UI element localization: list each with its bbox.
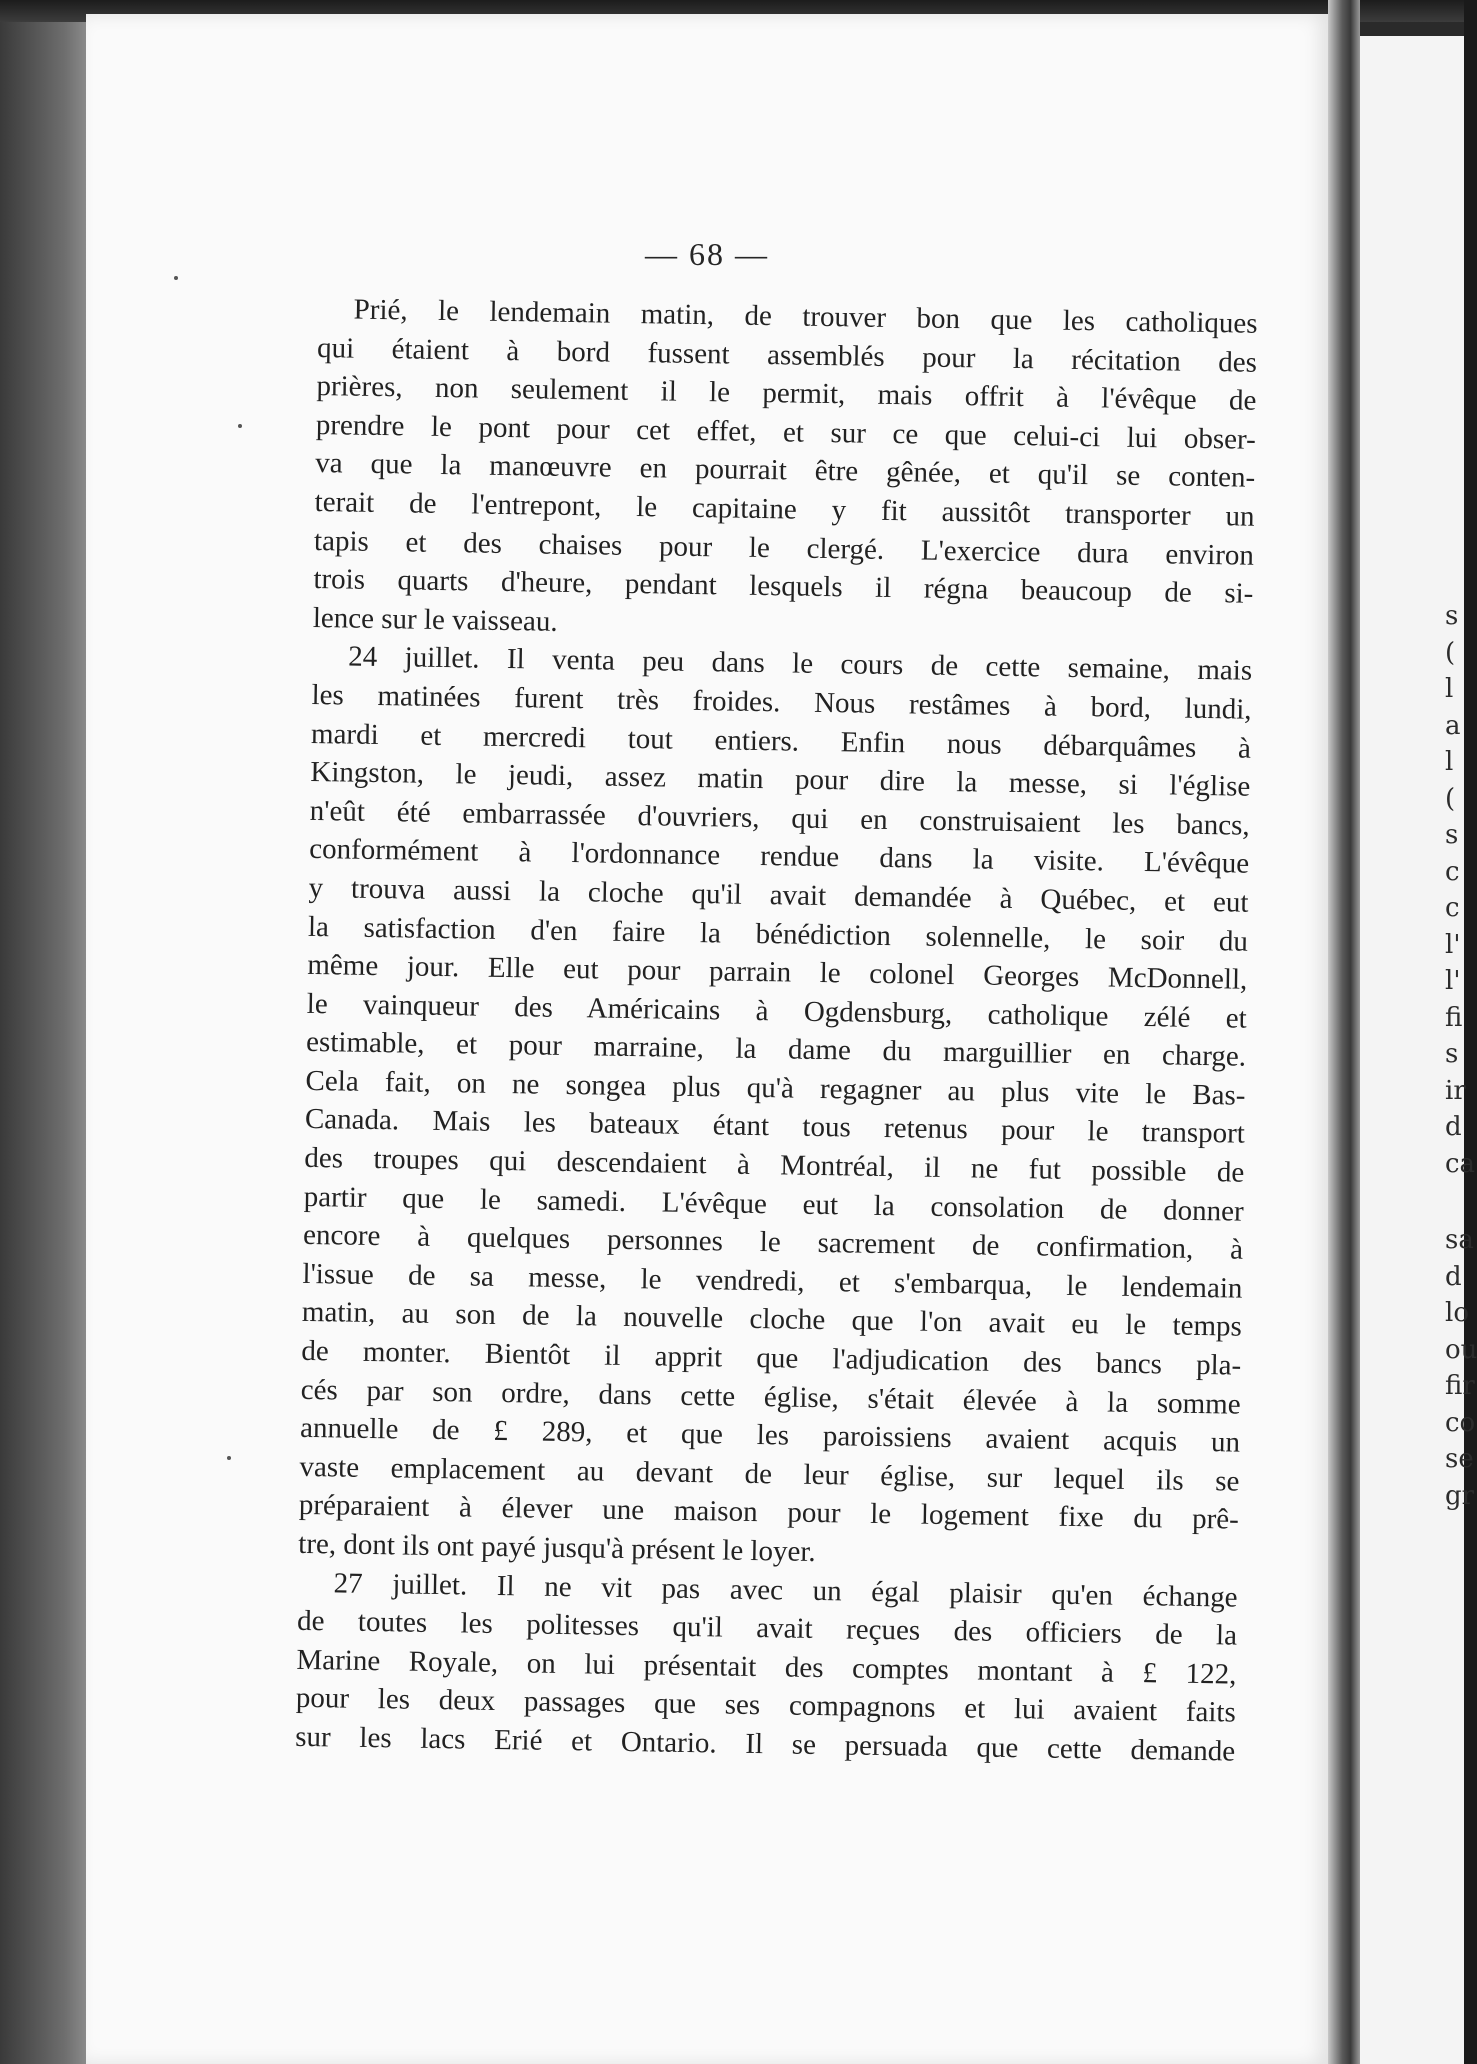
facing-page-fragment: ( [1445, 637, 1456, 668]
text-line: cés par son ordre, dans cette église, s'était élevée à la somme [300, 1373, 1241, 1421]
text-line: trois quarts d'heure, pendant lesquels il régna beaucoup de si- [313, 563, 1254, 610]
text-line: 27 juillet. Il ne vit pas avec un égal plaisir qu'en échange [333, 1567, 1238, 1614]
scanner-bed-edge [0, 0, 86, 2064]
text-line: prières, non seulement il le permit, mais offrit à l'évêque de [316, 370, 1257, 417]
facing-page-fragment: ca [1445, 1148, 1476, 1179]
book-gutter [1328, 0, 1360, 2064]
facing-page-fragment: ou [1445, 1334, 1477, 1365]
text-line: prendre le pont pour cet effet, et sur ce que celui-ci lui obser- [315, 408, 1257, 456]
text-line: l'issue de sa messe, le vendredi, et s'embarqua, le lendemain [302, 1257, 1243, 1305]
facing-page-fragment: s [1445, 1039, 1459, 1069]
text-line: conformément à l'ordonnance rendue dans la visite. L'évêque [308, 833, 1250, 881]
facing-page-fragment: sa [1445, 1225, 1474, 1255]
facing-page-fragment: ir [1445, 1075, 1466, 1106]
facing-page-fragment: gr [1445, 1480, 1475, 1511]
text-line: lence sur le vaisseau. [312, 601, 558, 638]
facing-page-fragment: s [1445, 820, 1459, 850]
text-line: les matinées furent très froides. Nous restâmes à bord, lundi, [311, 678, 1252, 726]
facing-page-fragment: lo [1445, 1298, 1469, 1328]
ink-speck [238, 424, 242, 428]
facing-page-fragment: fir [1445, 1371, 1475, 1401]
facing-page-fragment: l [1445, 674, 1454, 704]
facing-page-fragment: d [1445, 1112, 1462, 1142]
facing-page-fragment: ( [1445, 783, 1456, 814]
text-line: de toutes les politesses qu'il avait reçues des officiers de la [296, 1605, 1238, 1652]
text-line: terait de l'entrepont, le capitaine y fit aussitôt transporter un [314, 485, 1255, 533]
text-line: le vainqueur des Américains à Ogdensburg, catholique zélé et [306, 987, 1247, 1035]
facing-page [1360, 36, 1477, 2064]
text-line: partir que le samedi. L'évêque eut la consolation de donner [303, 1180, 1244, 1228]
text-line: matin, au son de la nouvelle cloche que l'on avait eu le temps [301, 1296, 1243, 1344]
facing-page-fragment: l' [1445, 966, 1461, 996]
book-page [86, 14, 1328, 2064]
page-number: — 68 — [645, 236, 769, 272]
text-line: encore à quelques personnes le sacrement de confirmation, à [302, 1219, 1244, 1266]
facing-page-fragment: c [1445, 856, 1460, 887]
facing-page-fragment: s [1445, 601, 1459, 631]
text-line: 24 juillet. Il venta peu dans le cours de cette semaine, mais [347, 640, 1253, 688]
facing-page-fragment: l [1445, 747, 1454, 777]
text-line: préparaient à élever une maison pour le logement fixe du prê- [298, 1489, 1240, 1537]
text-line: Canada. Mais les bateaux étant tous retenus pour le transport [304, 1103, 1246, 1151]
text-line: qui étaient à bord fussent assemblés pour la récitation des [316, 331, 1258, 379]
text-line: mardi et mercredi tout entiers. Enfin nous débarquâmes à [310, 717, 1252, 765]
facing-page-fragment: a [1445, 710, 1461, 741]
text-line: Kingston, le jeudi, assez matin pour dire la messe, si l'église [310, 756, 1251, 803]
text-line: Cela fait, on ne songea plus qu'à regagner au plus vite le Bas- [305, 1064, 1246, 1112]
text-line: Marine Royale, on lui présentait des comptes montant à £ 122, [296, 1643, 1237, 1691]
text-line: annuelle de £ 289, et que les paroissiens avaient acquis un [299, 1412, 1241, 1459]
text-line: de monter. Bientôt il apprit que l'adjudication des bancs pla- [301, 1334, 1242, 1382]
text-line: même jour. Elle eut pour parrain le colonel Georges McDonnell, [307, 949, 1248, 996]
text-line: pour les deux passages que ses compagnons et lui avaient faits [295, 1682, 1237, 1729]
facing-page-fragment: co [1445, 1407, 1476, 1438]
facing-page-fragment: d [1445, 1261, 1462, 1292]
ink-speck [227, 1456, 231, 1460]
text-line: la satisfaction d'en faire la bénédiction solennelle, le soir du [307, 910, 1249, 958]
text-line: vaste emplacement au devant de leur église, sur lequel ils se [299, 1450, 1240, 1498]
text-line: des troupes qui descendaient à Montréal, il ne fut possible de [304, 1141, 1245, 1189]
text-line: tapis et des chaises pour le clergé. L'exercice dura environ [313, 524, 1255, 572]
ink-speck [174, 276, 178, 280]
text-line: estimable, et pour marraine, la dame du marguillier en charge. [305, 1026, 1247, 1073]
page-text [295, 290, 1258, 1771]
facing-page-fragment: se [1445, 1444, 1474, 1474]
text-line: tre, dont ils ont payé jusqu'à présent le loyer. [298, 1527, 816, 1568]
text-line: Prié, le lendemain matin, de trouver bon que les catholiques [353, 293, 1258, 340]
text-line: va que la manœuvre en pourrait être gênée, et qu'il se conten- [315, 447, 1256, 495]
text-line: n'eût été embarrassée d'ouvriers, qui en construisaient les bancs, [309, 794, 1250, 842]
facing-page-fragment: l' [1445, 929, 1461, 960]
facing-page-fragment: c [1445, 893, 1460, 923]
text-line: sur les lacs Erié et Ontario. Il se persuada que cette demande [295, 1720, 1236, 1768]
facing-page-fragment: fi [1445, 1002, 1463, 1033]
text-line: y trouva aussi la cloche qu'il avait demandée à Québec, et eut [308, 871, 1249, 919]
